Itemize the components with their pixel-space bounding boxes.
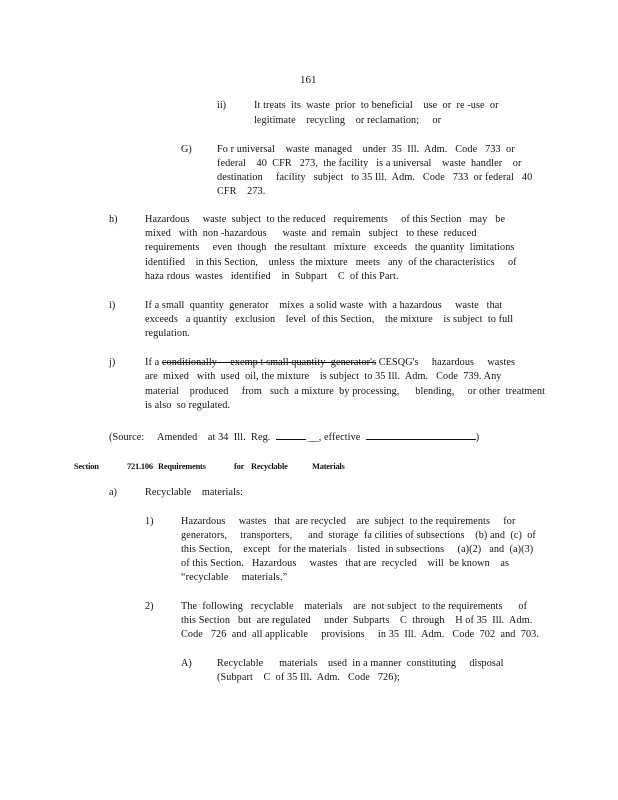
item-ii-label: ii) (217, 100, 227, 111)
item-2-line: The following recyclable materials are not subject to the requirements of (181, 601, 528, 612)
item-j-line: material produced from such a mixture by processing, blending, or other treatment (145, 386, 546, 397)
item-G-line: federal 40 CFR 273, the facility is a universal waste handler or (217, 158, 522, 169)
item-1-label: 1) (145, 516, 154, 527)
item-1-line: “recyclable materials.” (181, 572, 288, 583)
item-h-label: h) (109, 214, 118, 225)
item-A-line: Recyclable materials used in a manner constituting disposal (217, 658, 504, 669)
section-label: Section (74, 462, 99, 471)
item-i-line: exceeds a quantity exclusion level of this Section, the mixture is subject to full (145, 314, 514, 325)
section-title-word: Requirements (158, 462, 206, 471)
item-ii-line: legitimate recycling or reclamation; or (254, 115, 442, 126)
item-i-line: If a small quantity generator mixes a solid waste with a hazardous waste that (145, 300, 503, 311)
source-prefix: (Source: Amended at 34 Ill. Reg. (109, 432, 271, 443)
item-2-label: 2) (145, 601, 154, 612)
item-A-line: (Subpart C of 35 Ill. Adm. Code 726); (217, 672, 400, 683)
item-j-inserted-text: CESQG's hazardous wastes (376, 357, 516, 368)
item-1-line: this Section, except for the materials listed in subsections (a)(2) and (a)(3) (181, 544, 534, 555)
item-i-line: regulation. (145, 328, 190, 339)
item-G-line: destination facility subject to 35 Ill. Adm. Code 733 or federal 40 (217, 172, 533, 183)
item-1-line: generators, transporters, and storage fa cilities of subsections (b) and (c) of (181, 530, 536, 541)
item-h-line: Hazardous waste subject to the reduced requirements of this Section may be (145, 214, 506, 225)
source-mid: __, effective (308, 432, 361, 443)
source-effective-blank (366, 428, 476, 440)
item-j-line (145, 356, 515, 370)
source-suffix: ) (475, 432, 480, 443)
item-h-line: requirements even though the resultant mixture exceeds the quantity limitations (145, 242, 515, 253)
section-title-word: for (234, 462, 245, 471)
item-a-label: a) (109, 487, 117, 498)
item-ii-line: It treats its waste prior to beneficial use or re -use or (254, 100, 499, 111)
item-h-line: identified in this Section, unless the mixture meets any of the characteristics of (145, 257, 517, 268)
section-title-word: Materials (312, 462, 345, 471)
item-G-line: Fo r universal waste managed under 35 Ill. Adm. Code 733 or (217, 144, 515, 155)
item-a-text: Recyclable materials: (145, 487, 244, 498)
item-j-text: If a (145, 357, 162, 368)
source-reg-blank (276, 428, 306, 440)
section-number: 721.106 (127, 462, 153, 471)
item-j-line: are mixed with used oil, the mixture is subject to 35 Ill. Adm. Code 739. Any (145, 371, 502, 382)
item-j-label: j) (109, 357, 116, 368)
section-title-word: Recyclable (251, 462, 288, 471)
page-number: 161 (300, 74, 317, 86)
item-j-deleted-text: conditionally exemp t small quantity generator's (161, 357, 377, 368)
item-2-line: Code 726 and all applicable provisions in 35 Ill. Adm. Code 702 and 703. (181, 629, 539, 640)
item-G-line: CFR 273. (217, 186, 266, 197)
item-1-line: of this Section. Hazardous wastes that are recycled will be known as (181, 558, 510, 569)
item-i-label: i) (109, 300, 116, 311)
item-A-label: A) (181, 658, 192, 669)
source-note (109, 428, 479, 445)
item-h-line: mixed with non -hazardous waste and remain subject to these reduced (145, 228, 477, 239)
item-2-line: this Section but are regulated under Subparts C through H of 35 Ill. Adm. (181, 615, 533, 626)
item-1-line: Hazardous wastes that are recycled are subject to the requirements for (181, 516, 516, 527)
item-j-line: is also so regulated. (145, 400, 231, 411)
item-h-line: haza rdous wastes identified in Subpart C of this Part. (145, 271, 399, 282)
item-G-label: G) (181, 144, 192, 155)
